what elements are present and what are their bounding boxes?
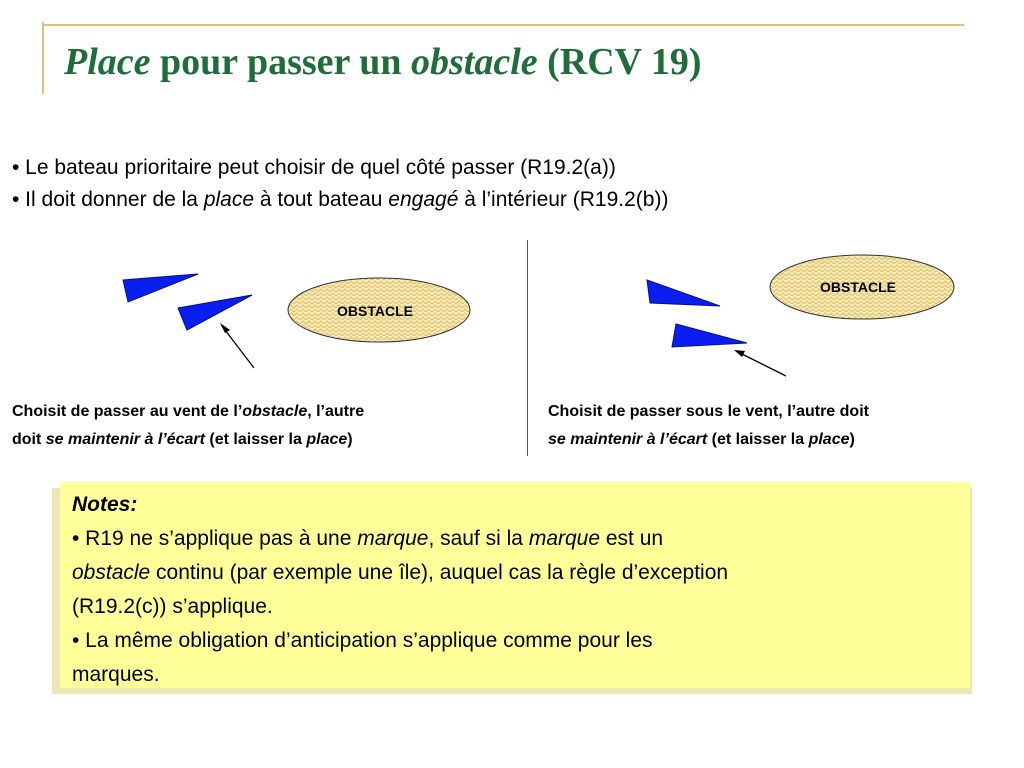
left-caption-obstacle: obstacle [242, 403, 308, 420]
left-windward-boat-icon [123, 274, 198, 302]
bullet-2 [12, 184, 668, 216]
left-caption-text: (et laisser la [204, 431, 307, 448]
right-obstacle-label: OBSTACLE [820, 279, 896, 295]
bullet-2-text-a: • Il doit donner de la [12, 188, 204, 211]
bullet-2-text-c: à tout bateau [254, 188, 389, 211]
title-obstacle: obstacle [411, 41, 538, 83]
note-marque: marque [357, 527, 429, 550]
right-pointer-arrow-icon [738, 352, 786, 376]
right-caption-place: place [808, 431, 850, 448]
title-place: Place [64, 41, 151, 83]
title-frame-horizontal-line [42, 24, 964, 26]
right-caption-text: ) [849, 431, 855, 448]
note-1-line-1 [72, 522, 958, 556]
notes-box [60, 482, 970, 688]
right-caption-text: (et laisser la [707, 431, 809, 448]
title-rule: (RCV 19) [537, 41, 702, 83]
title-text: pour passer un [150, 41, 411, 83]
slide-title [64, 40, 702, 84]
bullet-2-text-e: à l’intérieur (R19.2(b)) [458, 188, 669, 211]
note-marque: marque [528, 527, 601, 550]
right-leeward-boat-icon [672, 324, 747, 347]
right-caption-line-2 [548, 426, 869, 454]
left-pointer-arrow-icon [222, 326, 254, 368]
bullet-2-place: place [203, 188, 255, 211]
left-caption-line-1 [12, 398, 364, 426]
left-caption-place: place [306, 431, 348, 448]
bullet-2-engage: engagé [388, 188, 459, 211]
rule-bullets [12, 152, 668, 216]
note-text: continu (par exemple une île), auquel cas la règle d’exception [150, 561, 729, 584]
note-2-line-2: marques. [72, 663, 160, 686]
right-caption [548, 398, 869, 454]
note-text: , sauf si la [428, 527, 529, 550]
notes-title: Notes: [72, 493, 138, 516]
left-obstacle-label: OBSTACLE [337, 303, 413, 319]
left-caption-keep-clear: se maintenir à l’écart [45, 431, 205, 448]
note-1-line-2 [72, 556, 958, 590]
note-text: est un [600, 527, 664, 550]
note-1-line-3: (R19.2(c)) s’applique. [72, 595, 273, 618]
bullet-1: • Le bateau prioritaire peut choisir de quel côté passer (R19.2(a)) [12, 156, 616, 179]
diagram [0, 240, 1024, 400]
left-caption-line-2 [12, 426, 364, 454]
note-text: • R19 ne s’applique pas à une [72, 527, 358, 550]
note-2-line-1: • La même obligation d’anticipation s’applique comme pour les [72, 629, 653, 652]
left-caption-text: doit [12, 431, 46, 448]
right-caption-line-1: Choisit de passer sous le vent, l’autre doit [548, 403, 869, 420]
left-caption-text: , l’autre [307, 403, 365, 420]
right-windward-boat-icon [647, 280, 720, 306]
right-arrowhead-icon [734, 350, 745, 357]
left-arrowhead-icon [220, 323, 230, 333]
left-leeward-boat-icon [178, 295, 252, 330]
right-caption-keep-clear: se maintenir à l’écart [548, 431, 708, 448]
left-caption-text: Choisit de passer au vent de l’ [12, 403, 243, 420]
note-obstacle: obstacle [72, 561, 151, 584]
left-caption [12, 398, 364, 454]
left-caption-text: ) [347, 431, 353, 448]
title-frame-vertical-line [42, 22, 44, 94]
